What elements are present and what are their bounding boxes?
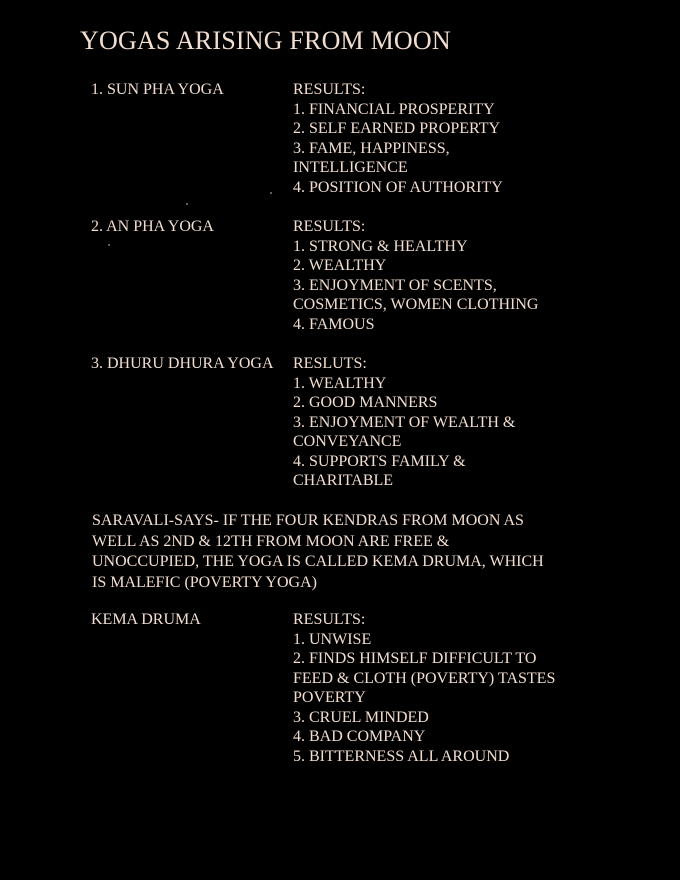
results-list (293, 354, 515, 491)
result-line: 5. BITTERNESS ALL AROUND (293, 747, 510, 765)
result-line: COSMETICS, WOMEN CLOTHING (293, 296, 539, 313)
result-line: 1. STRONG & HEALTHY (293, 237, 468, 255)
page-title: YOGAS ARISING FROM MOON (80, 26, 451, 55)
result-line: FEED & CLOTH (POVERTY) TASTES (293, 669, 556, 687)
result-line: 1. WEALTHY (293, 374, 387, 392)
results-list (293, 217, 538, 334)
section-name: 2. AN PHA YOGA (91, 218, 214, 235)
result-line: CONVEYANCE (293, 433, 402, 450)
results-label: RESLUTS: (293, 355, 367, 372)
result-line: INTELLIGENCE (293, 159, 408, 176)
results-list (293, 80, 503, 197)
saravali-paragraph (92, 511, 572, 593)
result-line: 3. CRUEL MINDED (293, 708, 429, 726)
result-line: 1. FINANCIAL PROSPERITY (293, 100, 495, 118)
results-label: RESULTS: (293, 611, 366, 628)
result-line: 2. WEALTHY (293, 257, 387, 274)
paragraph-line: IS MALEFIC (POVERTY YOGA) (92, 573, 317, 591)
section-name: 3. DHURU DHURA YOGA (91, 355, 274, 372)
scan-speck (108, 244, 110, 246)
result-line: 4. BAD COMPANY (293, 728, 426, 745)
results-list (293, 610, 555, 766)
section-name: KEMA DRUMA (91, 611, 201, 628)
paragraph-line: UNOCCUPIED, THE YOGA IS CALLED KEMA DRUMA, WHICH (92, 553, 544, 570)
results-label: RESULTS: (293, 81, 366, 98)
result-line: 3. FAME, HAPPINESS, (293, 139, 450, 157)
result-line: 1. UNWISE (293, 630, 372, 648)
paragraph-line: SARAVALI-SAYS- IF THE FOUR KENDRAS FROM MOON AS (92, 512, 524, 529)
result-line: 2. FINDS HIMSELF DIFFICULT TO (293, 650, 537, 667)
result-line: 4. POSITION OF AUTHORITY (293, 178, 503, 196)
results-label: RESULTS: (293, 218, 366, 235)
scan-speck (186, 203, 188, 205)
scan-speck (270, 192, 272, 194)
section-name: 1. SUN PHA YOGA (91, 81, 224, 98)
result-line: POVERTY (293, 689, 366, 706)
result-line: 3. ENJOYMENT OF SCENTS, (293, 276, 497, 294)
result-line: 2. SELF EARNED PROPERTY (293, 120, 501, 137)
result-line: 2. GOOD MANNERS (293, 394, 438, 411)
result-line: 3. ENJOYMENT OF WEALTH & (293, 413, 516, 431)
paragraph-line: WELL AS 2ND & 12TH FROM MOON ARE FREE & (92, 532, 450, 550)
result-line: CHARITABLE (293, 472, 394, 489)
result-line: 4. FAMOUS (293, 315, 375, 333)
result-line: 4. SUPPORTS FAMILY & (293, 452, 466, 470)
